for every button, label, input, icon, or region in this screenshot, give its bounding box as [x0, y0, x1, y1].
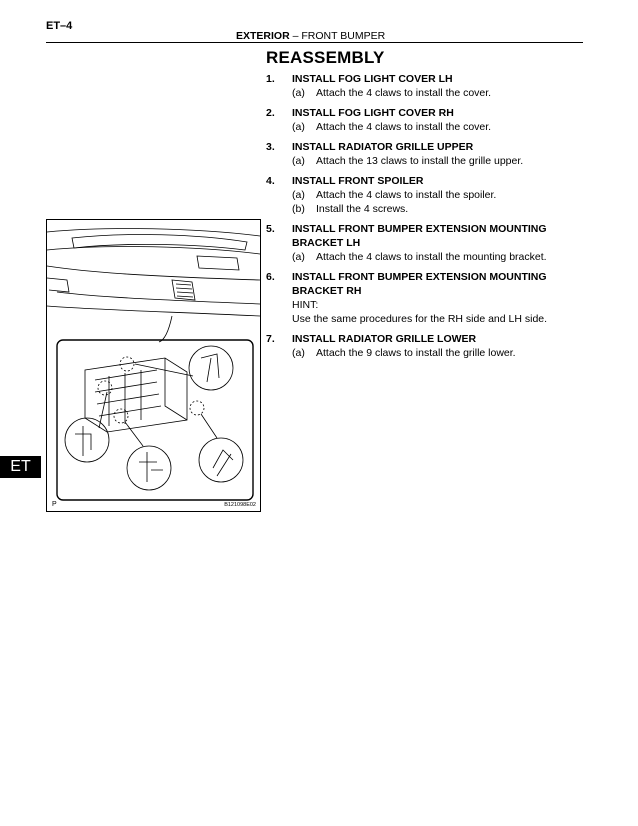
step-item — [266, 106, 586, 134]
section-title-bold: EXTERIOR — [236, 30, 290, 42]
bumper-drawing — [47, 220, 260, 511]
page-number: ET–4 — [46, 20, 73, 32]
substep-text: Attach the 4 claws to install the spoiler. — [316, 189, 497, 201]
step-substep — [292, 86, 586, 100]
step-title: INSTALL FRONT SPOILER — [292, 175, 424, 187]
section-tab: ET — [0, 456, 41, 478]
substep-label: (a) — [292, 121, 305, 133]
step-title: INSTALL FRONT BUMPER EXTENSION MOUNTING BRACKET LH — [292, 223, 547, 249]
step-substep — [292, 154, 586, 168]
step-number: 3. — [266, 141, 275, 153]
step-number: 2. — [266, 107, 275, 119]
figure-corner-label: P — [52, 501, 57, 508]
step-number: 7. — [266, 333, 275, 345]
step-item — [266, 174, 586, 216]
step-substep — [292, 202, 586, 216]
step-number: 6. — [266, 271, 275, 283]
step-title: INSTALL FOG LIGHT COVER RH — [292, 107, 454, 119]
hint-label: HINT: — [292, 299, 319, 311]
header-rule — [46, 42, 583, 43]
step-number: 1. — [266, 73, 275, 85]
substep-label: (a) — [292, 189, 305, 201]
step-title: INSTALL RADIATOR GRILLE LOWER — [292, 333, 477, 345]
step-substep — [292, 250, 586, 264]
section-title — [236, 30, 385, 42]
step-item — [266, 332, 586, 360]
substep-text: Attach the 13 claws to install the grille upper. — [316, 155, 524, 167]
substep-label: (a) — [292, 87, 305, 99]
step-substep — [292, 120, 586, 134]
step-substep — [292, 188, 586, 202]
step-item — [266, 222, 586, 264]
step-title: INSTALL FOG LIGHT COVER LH — [292, 73, 453, 85]
step-item — [266, 140, 586, 168]
figure-code: B121098E02 — [224, 502, 256, 508]
substep-label: (b) — [292, 203, 305, 215]
substep-text: Attach the 4 claws to install the cover. — [316, 121, 492, 133]
page-title: REASSEMBLY — [266, 48, 385, 67]
step-title: INSTALL RADIATOR GRILLE UPPER — [292, 141, 474, 153]
substep-label: (a) — [292, 251, 305, 263]
step-item — [266, 72, 586, 100]
substep-label: (a) — [292, 155, 305, 167]
step-number: 4. — [266, 175, 275, 187]
substep-label: (a) — [292, 347, 305, 359]
bumper-illustration — [46, 219, 261, 512]
substep-text: Attach the 4 claws to install the cover. — [316, 87, 492, 99]
hint-text: Use the same procedures for the RH side and LH side. — [292, 313, 548, 325]
substep-text: Attach the 9 claws to install the grille lower. — [316, 347, 516, 359]
step-item — [266, 270, 586, 326]
substep-text: Install the 4 screws. — [316, 203, 409, 215]
substep-text: Attach the 4 claws to install the mounting bracket. — [316, 251, 547, 263]
step-substep — [292, 346, 586, 360]
step-list — [266, 72, 586, 366]
step-number: 5. — [266, 223, 275, 235]
step-title: INSTALL FRONT BUMPER EXTENSION MOUNTING BRACKET RH — [292, 271, 547, 297]
section-title-rest: – FRONT BUMPER — [289, 30, 386, 42]
